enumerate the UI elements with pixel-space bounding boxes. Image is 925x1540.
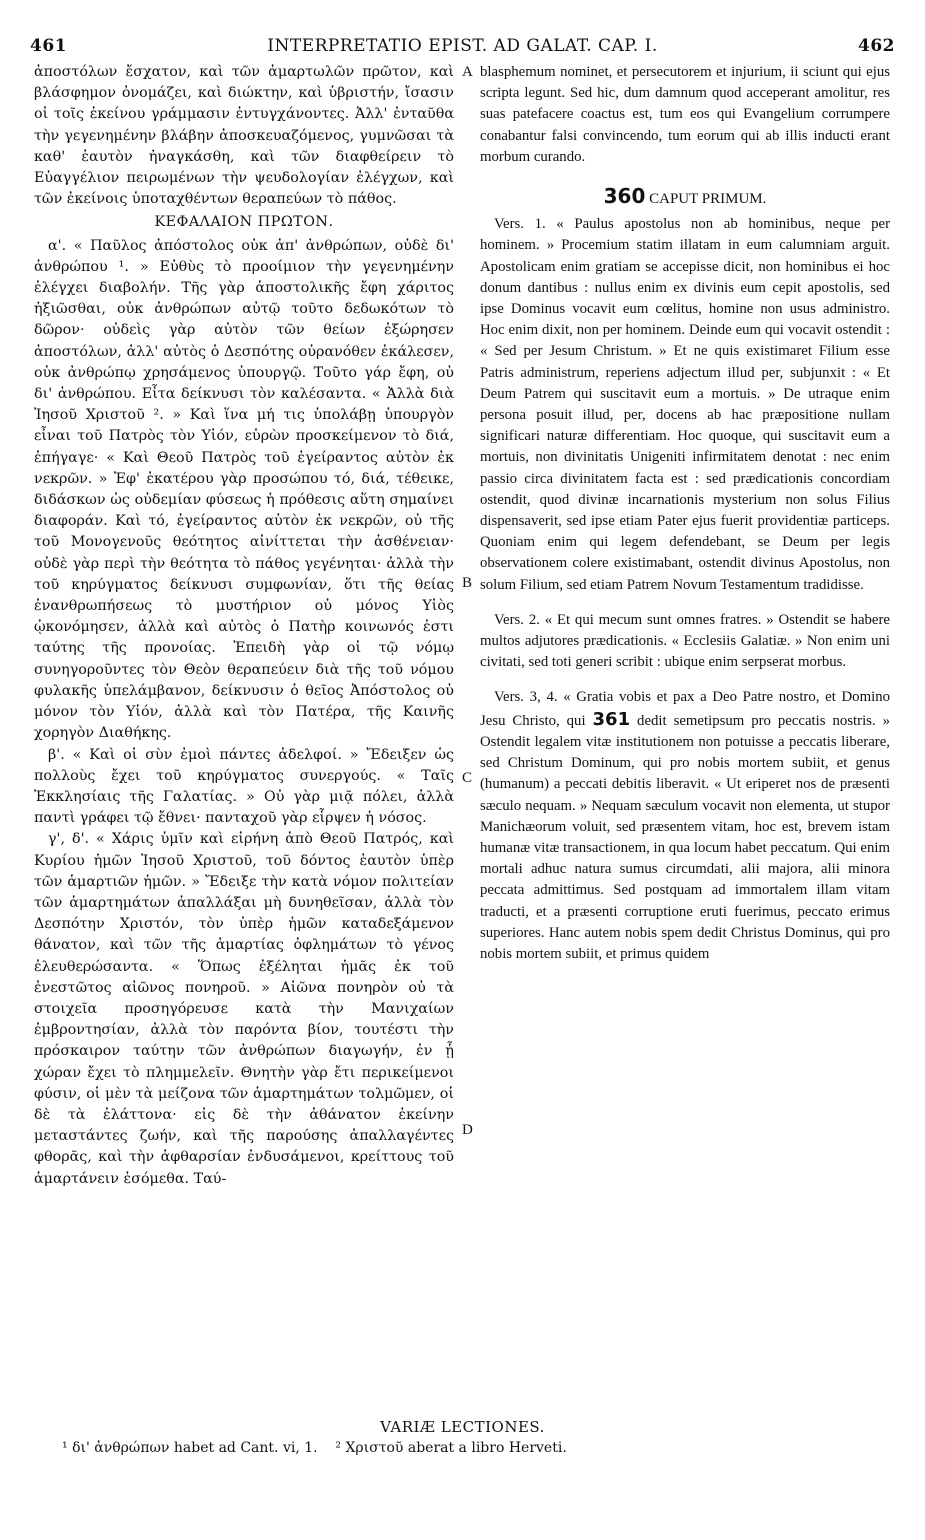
page-number-left: 461	[30, 36, 67, 56]
latin-verse-2: Vers. 2. « Et qui mecum sunt omnes fratres. » Ostendit se habere multos adjutores prædicationis. « Ecclesiis Galatiæ. » Non enim uni civitati, sed toti generi scribit : ubique enim serpserat morbus.	[480, 611, 890, 671]
latin-verse-3-4-start: Vers. 3, 4. « Gratia vobis et pax a Deo Patre nostro, et Domino Jesu Christo, qui	[480, 689, 890, 729]
running-header	[30, 36, 895, 60]
page-number-right: 462	[858, 36, 895, 56]
running-title: INTERPRETATIO EPIST. AD GALAT. CAP. I.	[267, 36, 658, 56]
margin-mark-b: B	[462, 575, 473, 591]
latin-chapter-heading	[480, 186, 890, 210]
greek-column	[34, 62, 454, 1190]
latin-chapter-label: CAPUT PRIMUM.	[649, 191, 767, 208]
variae-heading: VARIÆ LECTIONES.	[380, 1418, 545, 1436]
column-number-360: 360	[603, 184, 646, 209]
greek-verse-1: α'. « Παῦλος ἀπόστολος οὐκ ἀπ' ἀνθρώπων, οὐδὲ δι' ἀνθρώπου ¹. » Εὐθὺς τὸ προοίμιον τὴν γεγενημένην ἐλέγχει διαβολήν. Τῆς γὰρ ἀποστολικῆς ἔφη χάριτος ἠξιῶσθαι, οὐκ ἀνθρώπων αὐτῷ τοῦτο δεδωκότων τὸ δῶρον· οὐδεὶς γὰρ αὐτὸν τῶν θείων ἐξώρησεν ἀποστόλων, ἀλλ' αὐτὸς ὁ Δεσπότης οὐρανόθεν ἐκάλεσεν, οὐκ ἀνθρώπῳ χρησάμενος ὑπουργῷ. Τοῦτο γάρ ἔφη, οὐ δι' ἀνθρώπου. Εἶτα δείκνυσι τὸν καλέσαντα. « Ἀλλὰ διὰ Ἰησοῦ Χριστοῦ ². » Καὶ ἵνα μή τις ὑπολάβῃ ὑπουργὸν εἶναι τοῦ Πατρὸς τὸν Υἱόν, εὑρὼν προσκείμενον τὸ διά, ἐπήγαγε· « Καὶ Θεοῦ Πατρὸς τοῦ ἐγείραντος αὐτὸν ἐκ νεκρῶν. » Ἐφ' ἑκατέρου γὰρ προσώπου τό, διά, τέθεικε, διδάσκων ὡς οὐδεμίαν φύσεως ἡ πρόθεσις αὕτη σημαίνει διαφοράν. Καὶ τό, ἐγείραντος αὐτὸν ἐκ νεκρῶν, οὐ τῆς τοῦ Μονογενοῦς θεότητος αἰνίττεται τὴν ἀσθένειαν· οὐδὲ γὰρ περὶ τὴν θεότητα τὸ πάθος γεγένηται· ἀλλὰ τὴν τοῦ κηρύγματος δείκνυσι συμφωνίαν, ὅτι τῆς θείας ἐνανθρωπήσεως τὸ μυστήριον οὐ μόνος Υἱὸς ᾠκονόμησεν, ἀλλὰ καὶ αὐτὸς ὁ Πατὴρ κοινωνός ἐστι ταύτης τῆς προνοίας. Ἐπειδὴ γὰρ οἱ τῷ νόμῳ συνηγοροῦντες τὸν Θεὸν θεραπεύειν διὰ τῆς τοῦ νόμου φυλακῆς ὑπελάμβανον, δείκνυσιν ὁ θεῖος Ἀπόστολος οὐ μόνον τὸν Υἱόν, ἀλλὰ καὶ τὸν Πατέρα, τῆς Καινῆς χορηγὸν Διαθήκης.	[34, 237, 454, 742]
latin-verse-3-4-rest: dedit semetipsum pro peccatis nostris. » Ostendit legalem vitæ institutionem non potuisse a peccatis liberare, sed Christum Dominum, qui pro nobis mortem subiit, et genus (humanum) a peccati debitis liberavit. « Ut eriperet nos de præsenti sæculo nequam. » Nequam sæculum vocavit non elementa, ut stupor Manichæorum voluit, sed præsentem vitam, hoc est, brevem istam humanæ vitæ transactionem, in qua locum habet peccatum. Qui enim mortali adhuc natura sumus circumdati, alii majora, alii minora peccata admittimus. Sed postquam ad immortalem illam vitam traducti, et a præsenti corruptione eruti fuerimus, peccato erimus superiores. Hanc autem nobis spem dedit Christus Dominus, qui pro nobis mortem subiit, et primus quidem	[480, 712, 890, 962]
footnote-2: ² Χριστοῦ aberat a libro Herveti.	[335, 1440, 567, 1456]
greek-verse-2: β'. « Καὶ οἱ σὺν ἐμοὶ πάντες ἀδελφοί. » Ἔδειξεν ὡς πολλοὺς ἔχει τοῦ κηρύγματος συνεργούς. « Ταῖς Ἐκκλησίαις τῆς Γαλατίας. » Οὐ γὰρ μιᾷ πόλει, ἀλλὰ παντὶ γράφει τῷ ἔθνει· πανταχοῦ γὰρ εἷρψεν ἡ νόσος.	[34, 746, 454, 827]
latin-column	[480, 62, 890, 965]
greek-verse-3-4: γ', δ'. « Χάρις ὑμῖν καὶ εἰρήνη ἀπὸ Θεοῦ Πατρός, καὶ Κυρίου ἡμῶν Ἰησοῦ Χριστοῦ, τοῦ δόντος ἑαυτὸν ὑπὲρ τῶν ἁμαρτιῶν ἡμῶν. » Ἔδειξε τὴν κατὰ νόμον πολιτείαν τῶν ἁμαρτημάτων ἀπαλλάξαι μὴ δυνηθεῖσαν, ἀλλὰ τὸν Δεσπότην Χριστόν, τὸν ὑπὲρ ἡμῶν καταδεξάμενον θάνατον, καὶ τῶν τῆς ἁμαρτίας ὀφλημάτων τὸ γένος ἐλευθερώσαντα. « Ὅπως ἐξέληται ἡμᾶς ἐκ τοῦ ἐνεστῶτος αἰῶνος πονηροῦ. » Αἰῶνα πονηρὸν οὐ τὰ στοιχεῖα προσηγόρευσε κατὰ τὴν Μανιχαίων ἐμβροντησίαν, ἀλλὰ τὸν παρόντα βίον, τουτέστι τὴν πρόσκαιρον ταύτην τῶν ἀνθρώπων διαγωγήν, ἐν ᾗ χώραν ἔχει τὸ πλημμελεῖν. Θνητὴν γὰρ ἔτι περικείμενοι φύσιν, οἱ μὲν τὰ μείζονα τῶν ἁμαρτημάτων τολμῶμεν, οἱ δὲ τὰ ἐλάττονα· εἰς δὲ τὴν ἀθάνατον ἐκείνην μεταστάντες ζωήν, καὶ τῆς παρούσης ἀπαλλαγέντες φθορᾶς, καὶ τὴν ἀφθαρσίαν ἐνδυσάμενοι, κρείττους τοῦ ἁμαρτάνειν ἐσόμεθα. Ταύ-	[34, 831, 454, 1187]
greek-intro: ἀποστόλων ἔσχατον, καὶ τῶν ἁμαρτωλῶν πρῶτον, καὶ βλάσφημον ὀνομάζει, καὶ διώκτην, καὶ ὑβριστήν, ἴσασιν οἱ τοῖς ἐκείνου γράμμασιν ἐντυγχάνοντες. Ἀλλ' ἐνταῦθα τὴν γεγενημένην βλάβην ἀποσκευαζόμενος, γυμνῶσαι τὰ καθ' ἑαυτὸν ἠναγκάσθη, καὶ τῶν διαφθείρειν τὸ Εὐαγγέλιον πειρωμένων τὴν ψευδολογίαν ἐλέγχων, καὶ τῶν ἐκείνοις ὑποταχθέντων θεραπεύων τὸ πάθος.	[34, 64, 454, 208]
margin-mark-c: C	[462, 770, 473, 786]
latin-intro: blasphemum nominet, et persecutorem et injurium, ii sciunt qui ejus scripta legunt. Sed hic, dum damnum quod acceperant amolitur, res suas patefacere coactus est, tum eos qui Evangelium corrumpere conabantur falsi convincendo, tum eorum qui ab illis inducti erant morbum curando.	[480, 64, 890, 165]
margin-mark-a: A	[462, 64, 473, 80]
margin-mark-d: D	[462, 1122, 473, 1138]
footnotes	[62, 1440, 902, 1456]
latin-verse-3-4	[480, 687, 890, 965]
latin-verse-1: Vers. 1. « Paulus apostolus non ab hominibus, neque per hominem. » Procemium statim illatam in eum calumniam arguit. Apostolicam enim gratiam se accepisse dicit, non hominibus ei hoc donum dantibus : nullus enim ex divinis eum cepit apostolis, sed ipse Dominus vocavit eum cœlitus, homine non usus administro. Hoc enim dixit, non per hominem. Deinde eum qui vocavit ostendit : « Sed per Jesum Christum. » Et ne quis existimaret Filium esse Patris administrum, reperiens adjectum illud per, subjunxit : « Et Deum Patrem qui suscitavit eum a mortuis. » De utraque enim persona posuit illud, per, docens ab hac præpositione nullam significari naturæ differentiam. Hoc quoque, qui suscitavit eum a mortuis, non divinitatis Unigeniti infirmitatem denotat : nec enim passio circa divinitatem facta est : sed prædicationis concordiam ostendit, quod divinæ incarnationis mysterium non solus Filius dispensaverit, sed ipse etiam Pater ejus fuerit providentiæ particeps. Quoniam enim qui legem defendebant, se Deum per legis observationem colere existimabant, ostendit divinus Apostolus, non solum Filium, sed etiam Patrem Novum Testamentum tradidisse.	[480, 216, 890, 593]
greek-chapter-heading: ΚΕΦΑΛΑΙΟΝ ΠΡΩΤΟΝ.	[154, 214, 334, 231]
footnote-1: ¹ δι' ἀνθρώπων habet ad Cant. vi, 1.	[62, 1440, 318, 1456]
column-number-361: 361	[592, 708, 631, 730]
